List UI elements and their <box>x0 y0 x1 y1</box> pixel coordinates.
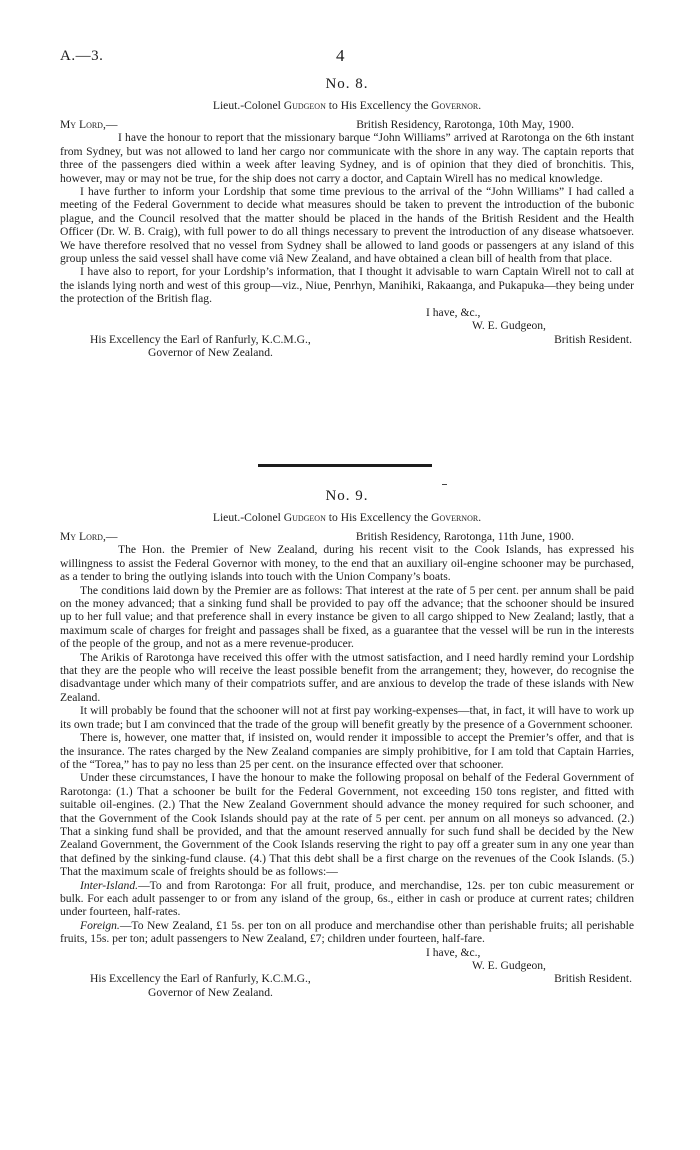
letter-9-closing <box>60 946 634 1000</box>
letter-9-body <box>60 543 634 945</box>
addressee-row <box>60 972 634 985</box>
foreign-text: —To New Zealand, £1 5s. per ton on all produce and merchandise other than perishable fruits; all perishable fruits, 15s. per ton; adult passengers to New Zealand, £7; children under fourteen, half-fare. <box>60 918 634 946</box>
letter-8-closing <box>60 306 634 360</box>
letter-8-heading-row <box>60 118 634 131</box>
paragraph: It will probably be found that the schooner will not at first pay working-expenses—that, in fact, it will have to work up its own trade; but I am convinced that the trade of the group will benefit greatly by the presence of a Government schooner. <box>60 704 634 731</box>
salutation: My Lord,— <box>60 530 118 543</box>
paragraph: The conditions laid down by the Premier are as follows: That interest at the rate of 5 per cent. per annum shall be paid on the money advanced; that a sinking fund shall be provided to pay off the advance; that the schooner should be insured up to her full value; and that preference shall in every instance be given to all cargo shipped to New Zealand; lastly, that a maximum scale of charges for freight and passages shall be fixed, as a guarantee that the vessel will be run in the interests of the people of the group, and not as a mere revenue-producer. <box>60 583 634 651</box>
paragraph: Under these circumstances, I have the honour to make the following proposal on behalf of the Federal Government of Rarotonga: (1.) That a schooner be built for the Federal Government, not exceeding 150 tons register, and fitted with suitable oil-engines. (2.) That the New Zealand Government should advance the money required for such schooner, and that the Government of the Cook Islands should pay at the rate of 5 per cent. per annum on all moneys so advanced. (2.) That a sinking fund shall be provided, and that the amount reserved annually for such fund shall be decided by the New Zealand Government, the Government of the Cook Islands reserving the right to pay off a greater sum in any one year than that defined by the sinking-fund clause. (4.) That this debt shall be a first charge on the revenues of the Cook Islands. (5.) That the maximum scale of freights should be as follows:— <box>60 771 634 879</box>
signature-title: British Resident. <box>554 972 632 986</box>
signature: W. E. Gudgeon, <box>472 319 546 333</box>
page-number: 4 <box>336 46 345 65</box>
document-reference: A.—3. <box>60 48 104 64</box>
letter-9-number: No. 9. <box>325 488 369 504</box>
closing-phrase: I have, &c., <box>426 945 481 959</box>
addressee-line-2: Governor of New Zealand. <box>148 985 273 999</box>
letter-9-title <box>60 511 634 524</box>
section-divider <box>258 464 432 467</box>
letter-9-heading-row <box>60 530 634 543</box>
title-prefix: Lieut.-Colonel <box>212 511 284 524</box>
paragraph: I have further to inform your Lordship that some time previous to the arrival of the “John Williams” I had called a meeting of the Federal Government to decide what measures should be taken to prevent the introduction of the bubonic plague, and the Council resolved that the matter should be placed in the hands of the British Resident and the Health Officer (Dr. W. B. Craig), with full power to do all things necessary to prevent the introduction of any disease whatsoever. We have therefore resolved that no vessel from Sydney shall be allowed to land goods or passengers at any island of this group unless the said vessel shall have come viâ New Zealand, and have obtained a clean bill of health from that place. <box>60 185 634 266</box>
inter-island-paragraph <box>60 879 634 919</box>
inter-island-label: Inter-Island. <box>80 878 139 892</box>
foreign-label: Foreign. <box>80 918 120 932</box>
paragraph: The Hon. the Premier of New Zealand, during his recent visit to the Cook Islands, has expressed his willingness to assist the Federal Governor with money, to the end that an auxiliary oil-engine schooner may be purchased, as a tender to bring the outlying islands into touch with the Union Company’s boats. <box>60 543 634 584</box>
foreign-paragraph <box>60 919 634 946</box>
addressee-row <box>60 333 634 346</box>
title-governor: Governor. <box>431 511 482 524</box>
title-middle: to His Excellency the <box>325 99 432 112</box>
paragraph: There is, however, one matter that, if insisted on, would render it impossible to accept the Premier’s offer, and that is the insurance. The rates charged by the New Zealand companies are simply prohibitive, for I am told that Captain Harries, of the “Torea,” has to pay no less than 25 per cent. on the insurance effected over that schooner. <box>60 731 634 771</box>
closing-phrase: I have, &c., <box>426 305 481 319</box>
salutation: My Lord,— <box>60 118 118 131</box>
paragraph: I have also to report, for your Lordship’s information, that I thought it advisable to warn Captain Wirell not to call at the islands lying north and west of this group—viz., Niue, Penrhyn, Manihiki, Rakaanga, and Pukapuka—they being under the protection of the British flag. <box>60 265 634 306</box>
paragraph: I have the honour to report that the missionary barque “John Williams” arrived at Rarotonga on the 6th instant from Sydney, but was not allowed to land her cargo nor communicate with the shore in any way. The captain reports that three of the passengers died within a week after leaving Sydney, and is of opinion that they died of bronchitis. This, however, may or may not be true, for the ship does not carry a doctor, and Captain Wirell has no medical knowledge. <box>60 131 634 185</box>
inter-island-text: —To and from Rarotonga: For all fruit, produce, and merchandise, 12s. per ton cubic measurement or bulk. For each adult passenger to or from any island of the group, 6s., either in cash or produce at current rates; children under fourteen, half-rates. <box>60 878 634 919</box>
print-mark <box>442 484 447 485</box>
letter-8-body <box>60 131 634 305</box>
letter-9 <box>60 488 634 999</box>
place-date: British Residency, Rarotonga, 11th June, 1900. <box>355 530 574 543</box>
title-middle: to His Excellency the <box>325 511 432 524</box>
letter-8-title <box>60 99 634 112</box>
paragraph: The Arikis of Rarotonga have received this offer with the utmost satisfaction, and I need hardly remind your Lordship that they are the people who will receive the least possible benefit from the arrangement; they, however, do recognise the disadvantage under which many of their compatriots suffer, and are anxious to develop the trade of these islands with New Zealand. <box>60 650 634 704</box>
letter-8 <box>60 76 634 359</box>
place-date: British Residency, Rarotonga, 10th May, 1900. <box>356 118 574 131</box>
title-prefix: Lieut.-Colonel <box>212 99 284 112</box>
signature: W. E. Gudgeon, <box>472 959 546 972</box>
letter-8-number: No. 8. <box>325 76 369 92</box>
addressee-line-1: His Excellency the Earl of Ranfurly, K.C.M.G., <box>90 332 311 346</box>
addressee-line-2: Governor of New Zealand. <box>148 345 273 359</box>
title-governor: Governor. <box>431 99 482 112</box>
title-name: Gudgeon <box>283 511 326 524</box>
signature-title: British Resident. <box>554 332 632 346</box>
addressee-line-1: His Excellency the Earl of Ranfurly, K.C.M.G., <box>90 972 311 986</box>
title-name: Gudgeon <box>283 99 326 112</box>
